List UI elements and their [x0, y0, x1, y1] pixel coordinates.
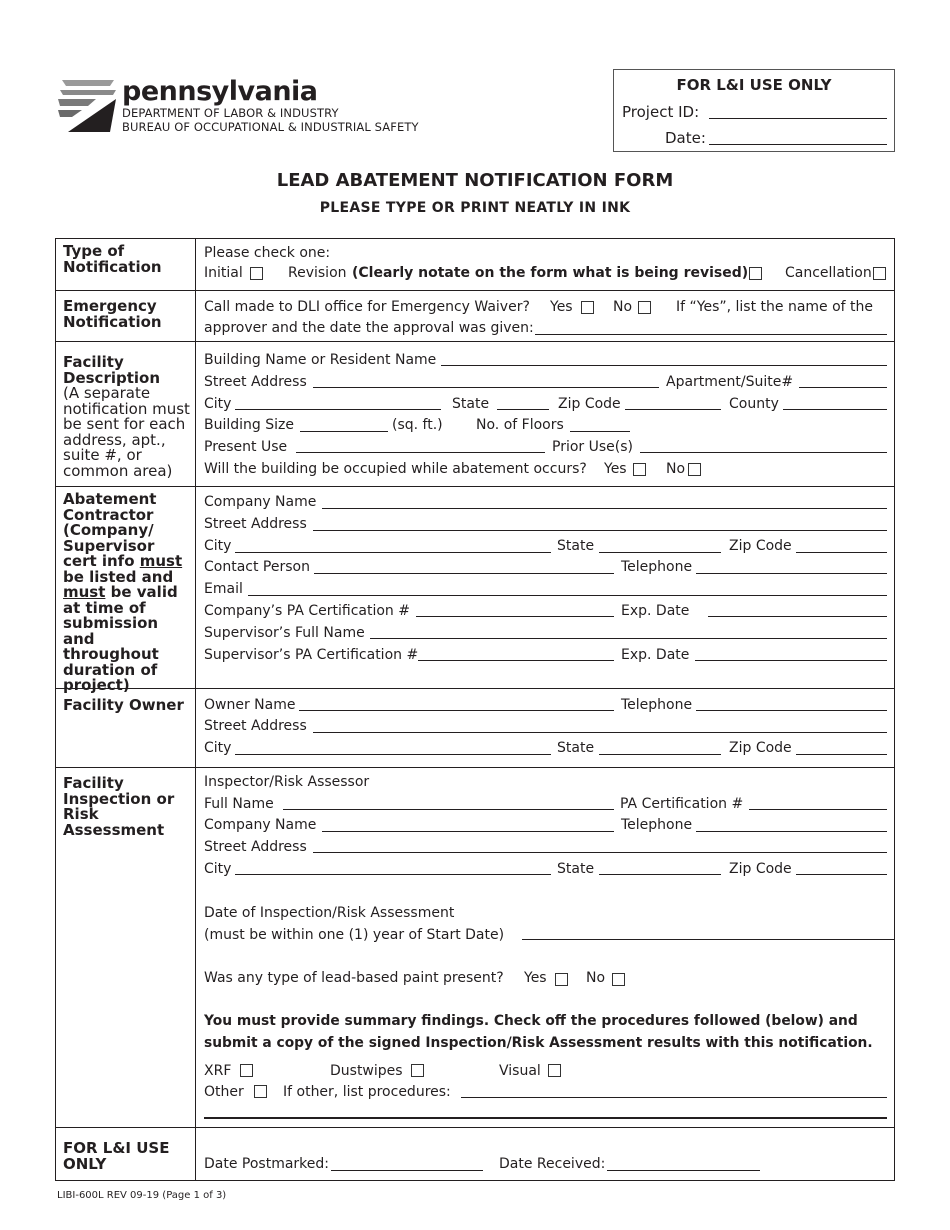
inspection-date-label: Date of Inspection/Risk Assessment — [204, 905, 455, 921]
revision-note: (Clearly notate on the form what is being revised) — [352, 265, 749, 281]
apartment-label: Apartment/Suite# — [666, 374, 794, 390]
date-received-label: Date Received: — [499, 1156, 606, 1172]
department-name: DEPARTMENT OF LABOR & INDUSTRY — [122, 106, 339, 120]
inspector-street-field[interactable] — [313, 852, 887, 853]
other-checkbox[interactable] — [254, 1085, 267, 1098]
supervisor-cert-field[interactable] — [418, 660, 614, 661]
inspector-telephone-label: Telephone — [621, 817, 693, 833]
facility-zip-field[interactable] — [625, 409, 721, 410]
contact-person-field[interactable] — [314, 573, 614, 574]
inspector-state-field[interactable] — [599, 874, 721, 875]
inspector-cert-label: PA Certification # — [620, 796, 744, 812]
owner-street-label: Street Address — [204, 718, 307, 734]
emergency-waiver-question: Call made to DLI office for Emergency Waiver? — [204, 299, 530, 315]
owner-telephone-label: Telephone — [621, 697, 693, 713]
instructions-line-2: submit a copy of the signed Inspection/Risk Assessment results with this notification. — [204, 1035, 873, 1051]
occupied-yes-checkbox[interactable] — [633, 463, 646, 476]
owner-name-field[interactable] — [299, 710, 614, 711]
contractor-telephone-field[interactable] — [696, 573, 887, 574]
cancellation-checkbox[interactable] — [873, 267, 886, 280]
prior-use-label: Prior Use(s) — [552, 439, 633, 455]
lead-yes-checkbox[interactable] — [555, 973, 568, 986]
contractor-city-label: City — [204, 538, 232, 554]
other-label: Other — [204, 1084, 244, 1100]
facility-description-label: Facility Description (A separate notification must be sent for each address, apt., suite #, or common area) — [63, 353, 190, 480]
emergency-notification-label: Emergency Notification — [63, 297, 162, 331]
xrf-label: XRF — [204, 1063, 232, 1079]
contact-person-label: Contact Person — [204, 559, 310, 575]
row-divider — [55, 341, 895, 342]
dustwipes-label: Dustwipes — [330, 1063, 403, 1079]
owner-zip-label: Zip Code — [729, 740, 792, 756]
project-id-label: Project ID: — [622, 103, 700, 121]
emergency-yes-checkbox[interactable] — [581, 301, 594, 314]
emergency-yes-label: Yes — [550, 299, 573, 315]
keystone-logo-icon — [58, 76, 118, 134]
inspector-name-label: Full Name — [204, 796, 274, 812]
building-name-label: Building Name or Resident Name — [204, 352, 437, 368]
row-divider — [55, 486, 895, 487]
lead-yes-label: Yes — [524, 970, 547, 986]
office-use-title: FOR L&I USE ONLY — [676, 76, 832, 94]
county-field[interactable] — [783, 409, 887, 410]
approver-field[interactable] — [535, 334, 887, 335]
lead-no-label: No — [586, 970, 606, 986]
cancellation-label: Cancellation — [785, 265, 872, 281]
floors-field[interactable] — [570, 431, 630, 432]
form-id-footer: LIBI-600L REV 09-19 (Page 1 of 3) — [57, 1190, 227, 1201]
check-one-prompt: Please check one: — [204, 245, 331, 261]
facility-state-field[interactable] — [497, 409, 549, 410]
contractor-state-field[interactable] — [599, 552, 721, 553]
sqft-label: (sq. ft.) — [392, 417, 443, 433]
contractor-state-label: State — [557, 538, 595, 554]
visual-checkbox[interactable] — [548, 1064, 561, 1077]
facility-zip-label: Zip Code — [558, 396, 621, 412]
email-label: Email — [204, 581, 243, 597]
owner-street-field[interactable] — [313, 732, 887, 733]
owner-state-field[interactable] — [599, 754, 721, 755]
office-use-label: FOR L&I USE ONLY — [63, 1139, 170, 1173]
other-procedures-field-line-2[interactable] — [204, 1117, 887, 1119]
county-label: County — [729, 396, 779, 412]
inspector-company-label: Company Name — [204, 817, 317, 833]
bureau-name: BUREAU OF OCCUPATIONAL & INDUSTRIAL SAFETY — [122, 120, 419, 134]
owner-city-field[interactable] — [235, 754, 551, 755]
revision-checkbox[interactable] — [749, 267, 762, 280]
occupied-no-label: No — [666, 461, 686, 477]
state-name: pennsylvania — [122, 76, 318, 107]
inspector-company-field[interactable] — [322, 831, 614, 832]
office-use-box — [613, 69, 895, 152]
revision-label: Revision — [288, 265, 347, 281]
contractor-telephone-label: Telephone — [621, 559, 693, 575]
owner-zip-field[interactable] — [796, 754, 887, 755]
pa-logo — [58, 76, 438, 136]
facility-street-field[interactable] — [313, 387, 659, 388]
supervisor-exp-field[interactable] — [695, 660, 887, 661]
supervisor-name-label: Supervisor’s Full Name — [204, 625, 365, 641]
building-size-label: Building Size — [204, 417, 294, 433]
date-field[interactable] — [709, 144, 887, 145]
company-exp-field[interactable] — [708, 616, 887, 617]
approver-label: approver and the date the approval was given: — [204, 320, 534, 336]
contractor-street-field[interactable] — [313, 530, 887, 531]
present-use-field[interactable] — [296, 452, 545, 453]
contractor-company-field[interactable] — [322, 508, 887, 509]
inspector-city-label: City — [204, 861, 232, 877]
occupied-no-checkbox[interactable] — [688, 463, 701, 476]
column-divider — [195, 238, 196, 1181]
date-postmarked-field[interactable] — [331, 1170, 483, 1171]
form-title: LEAD ABATEMENT NOTIFICATION FORM — [276, 170, 674, 191]
date-postmarked-label: Date Postmarked: — [204, 1156, 330, 1172]
visual-label: Visual — [499, 1063, 541, 1079]
row-divider — [55, 290, 895, 291]
date-label: Date: — [665, 129, 706, 147]
lead-no-checkbox[interactable] — [612, 973, 625, 986]
date-received-field[interactable] — [607, 1170, 760, 1171]
owner-name-label: Owner Name — [204, 697, 296, 713]
owner-state-label: State — [557, 740, 595, 756]
inspection-date-note: (must be within one (1) year of Start Date) — [204, 927, 505, 943]
abatement-contractor-label: Abatement Contractor (Company/ Supervisor cert info must be listed and must be valid at time of submission and throughout duration of project) — [63, 490, 183, 694]
inspection-date-field[interactable] — [522, 939, 895, 940]
contractor-zip-label: Zip Code — [729, 538, 792, 554]
company-cert-label: Company’s PA Certification # — [204, 603, 410, 619]
building-name-field[interactable] — [441, 365, 887, 366]
facility-state-label: State — [452, 396, 490, 412]
instructions-line-1: You must provide summary findings. Check off the procedures followed (below) and — [204, 1013, 858, 1029]
building-size-field[interactable] — [300, 431, 388, 432]
inspector-zip-field[interactable] — [796, 874, 887, 875]
row-divider — [55, 1127, 895, 1128]
occupied-yes-label: Yes — [604, 461, 627, 477]
supervisor-name-field[interactable] — [370, 638, 887, 639]
apartment-field[interactable] — [799, 387, 887, 388]
supervisor-exp-label: Exp. Date — [621, 647, 690, 663]
facility-city-field[interactable] — [235, 409, 441, 410]
company-cert-field[interactable] — [416, 616, 614, 617]
facility-street-label: Street Address — [204, 374, 307, 390]
inspector-city-field[interactable] — [235, 874, 551, 875]
dustwipes-checkbox[interactable] — [411, 1064, 424, 1077]
contractor-street-label: Street Address — [204, 516, 307, 532]
floors-label: No. of Floors — [476, 417, 564, 433]
form-subtitle: PLEASE TYPE OR PRINT NEATLY IN INK — [319, 200, 631, 216]
contractor-city-field[interactable] — [235, 552, 551, 553]
owner-telephone-field[interactable] — [696, 710, 887, 711]
type-of-notification-label: Type of Notification — [63, 242, 162, 276]
facility-inspection-label: Facility Inspection or Risk Assessment — [63, 774, 175, 839]
xrf-checkbox[interactable] — [240, 1064, 253, 1077]
inspector-heading: Inspector/Risk Assessor — [204, 774, 370, 790]
emergency-followup: If “Yes”, list the name of the — [676, 299, 874, 315]
occupied-question: Will the building be occupied while abatement occurs? — [204, 461, 587, 477]
contractor-company-label: Company Name — [204, 494, 317, 510]
inspector-telephone-field[interactable] — [696, 831, 887, 832]
emergency-no-checkbox[interactable] — [638, 301, 651, 314]
inspector-zip-label: Zip Code — [729, 861, 792, 877]
other-procedures-field[interactable] — [461, 1097, 887, 1098]
other-list-label: If other, list procedures: — [283, 1084, 451, 1100]
facility-owner-label: Facility Owner — [63, 696, 184, 714]
present-use-label: Present Use — [204, 439, 288, 455]
inspector-state-label: State — [557, 861, 595, 877]
inspector-street-label: Street Address — [204, 839, 307, 855]
project-id-field[interactable] — [709, 118, 887, 119]
lead-paint-question: Was any type of lead-based paint present? — [204, 970, 504, 986]
prior-use-field[interactable] — [640, 452, 887, 453]
inspector-cert-field[interactable] — [749, 809, 887, 810]
row-divider — [55, 767, 895, 768]
initial-checkbox[interactable] — [250, 267, 263, 280]
facility-city-label: City — [204, 396, 232, 412]
inspector-name-field[interactable] — [283, 809, 614, 810]
owner-city-label: City — [204, 740, 232, 756]
supervisor-cert-label: Supervisor’s PA Certification # — [204, 647, 419, 663]
emergency-no-label: No — [613, 299, 633, 315]
contractor-zip-field[interactable] — [796, 552, 887, 553]
initial-label: Initial — [204, 265, 243, 281]
email-field[interactable] — [248, 595, 887, 596]
company-exp-label: Exp. Date — [621, 603, 690, 619]
